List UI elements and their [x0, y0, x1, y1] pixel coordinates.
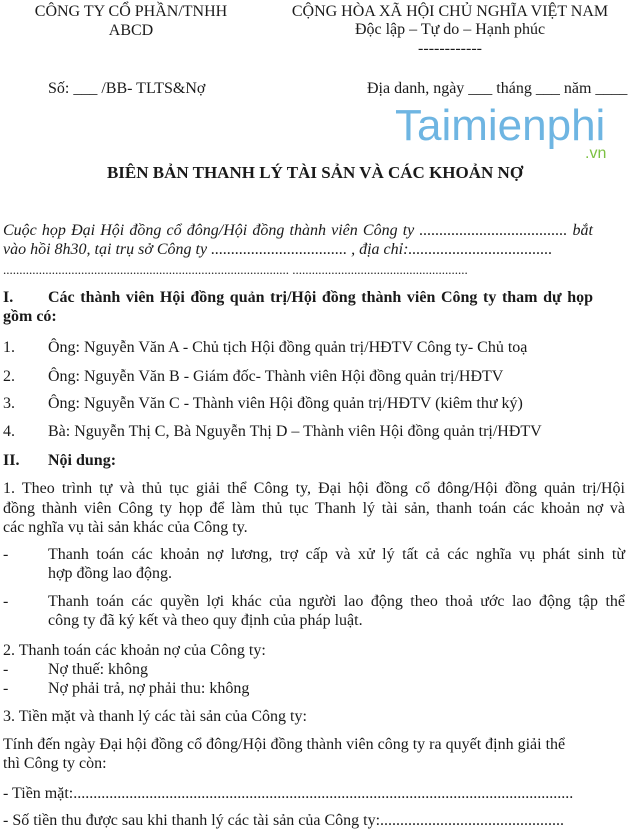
member-item: Bà: Nguyễn Thị C, Bà Nguyễn Thị D – Thành viên Hội đồng quản trị/HĐTV: [48, 423, 542, 440]
section-heading: Nội dung:: [48, 452, 117, 469]
intro-line: Cuộc họp Đại Hội đồng cổ đông/Hội đồng thành viên Công ty ..................................... bắt: [3, 222, 593, 239]
proceeds-line: - Số tiền thu được sau khi thanh lý các tài sản của Công ty:..............................................: [3, 812, 565, 829]
section-number: II.: [3, 452, 20, 469]
bullet-dash: -: [3, 661, 9, 678]
member-item: Ông: Nguyễn Văn B - Giám đốc- Thành viên Hội đồng quản trị/HĐTV: [48, 368, 504, 385]
section-heading: Các thành viên Hội đồng quản trị/Hội đồng thành viên Công ty tham dự họp: [48, 289, 593, 306]
company-name-2: ABCD: [108, 22, 154, 39]
paragraph-line: đồng thành viên Công ty họp để làm thủ tục Thanh lý tài sản, thanh toán các khoản nợ và: [3, 500, 625, 517]
motto: Độc lập – Tự do – Hạnh phúc: [354, 21, 546, 38]
cash-line: - Tiền mặt:.............................................................................................................................: [3, 785, 574, 802]
nation-title: CỘNG HÒA XÃ HỘI CHỦ NGHĨA VIỆT NAM: [291, 3, 609, 20]
member-num: 4.: [3, 423, 15, 440]
member-item: Ông: Nguyễn Văn A - Chủ tịch Hội đồng quản trị/HĐTV Công ty- Chủ toạ: [48, 339, 528, 356]
bullet-dash: -: [3, 593, 9, 610]
debt-item: Nợ phải trả, nợ phải thu: không: [48, 680, 250, 697]
document-number: Số: ___ /BB- TLTS&Nợ: [48, 80, 206, 97]
paragraph-line: Tính đến ngày Đại hội đồng cổ đông/Hội đồng thành viên công ty ra quyết định giải thể: [3, 736, 566, 753]
watermark-tld: .vn: [585, 145, 607, 162]
separator: ------------: [418, 40, 482, 57]
company-name: CÔNG TY CỔ PHẦN/TNHH: [34, 3, 228, 20]
bullet-dash: -: [3, 680, 9, 697]
place-date: Địa danh, ngày ___ tháng ___ năm ____: [367, 80, 628, 97]
member-num: 2.: [3, 368, 15, 385]
section-number: I.: [3, 289, 14, 306]
paragraph-line: các nghĩa vụ tài sản khác của Công ty.: [3, 519, 248, 536]
bullet-line: Thanh toán các quyền lợi khác của người lao động theo thoả ước lao động tập thể: [48, 593, 625, 610]
document-title: BIÊN BẢN THANH LÝ TÀI SẢN VÀ CÁC KHOẢN NỢ: [106, 163, 524, 182]
intro-dots: ........................................................................................ ......................................................: [3, 262, 468, 277]
debt-item: Nợ thuế: không: [48, 661, 149, 678]
paragraph-line: 2. Thanh toán các khoản nợ của Công ty:: [3, 642, 266, 659]
member-num: 3.: [3, 395, 15, 412]
intro-line: vào hồi 8h30, tại trụ sở Công ty .................................. , địa chỉ:....................................: [3, 241, 553, 258]
member-item: Ông: Nguyễn Văn C - Thành viên Hội đồng quản trị/HĐTV (kiêm thư ký): [48, 395, 523, 412]
paragraph-line: 1. Theo trình tự và thủ tục giải thể Công ty, Đại hội đồng cổ đông/Hội đồng quản trị/Hội: [3, 480, 625, 497]
bullet-line: Thanh toán các khoản nợ lương, trợ cấp và xử lý tất cả các nghĩa vụ phát sinh từ: [48, 546, 625, 563]
bullet-line: công ty đã ký kết và theo quy định của pháp luật.: [48, 612, 363, 629]
paragraph-line: 3. Tiền mặt và thanh lý các tài sản của Công ty:: [3, 708, 307, 725]
bullet-dash: -: [3, 546, 9, 563]
watermark-logo: Taimienphi: [395, 101, 606, 150]
paragraph-line: thì Công ty còn:: [3, 755, 107, 772]
member-num: 1.: [3, 339, 15, 356]
bullet-line: hợp đồng lao động.: [48, 565, 173, 582]
section-heading: gồm có:: [3, 308, 57, 325]
